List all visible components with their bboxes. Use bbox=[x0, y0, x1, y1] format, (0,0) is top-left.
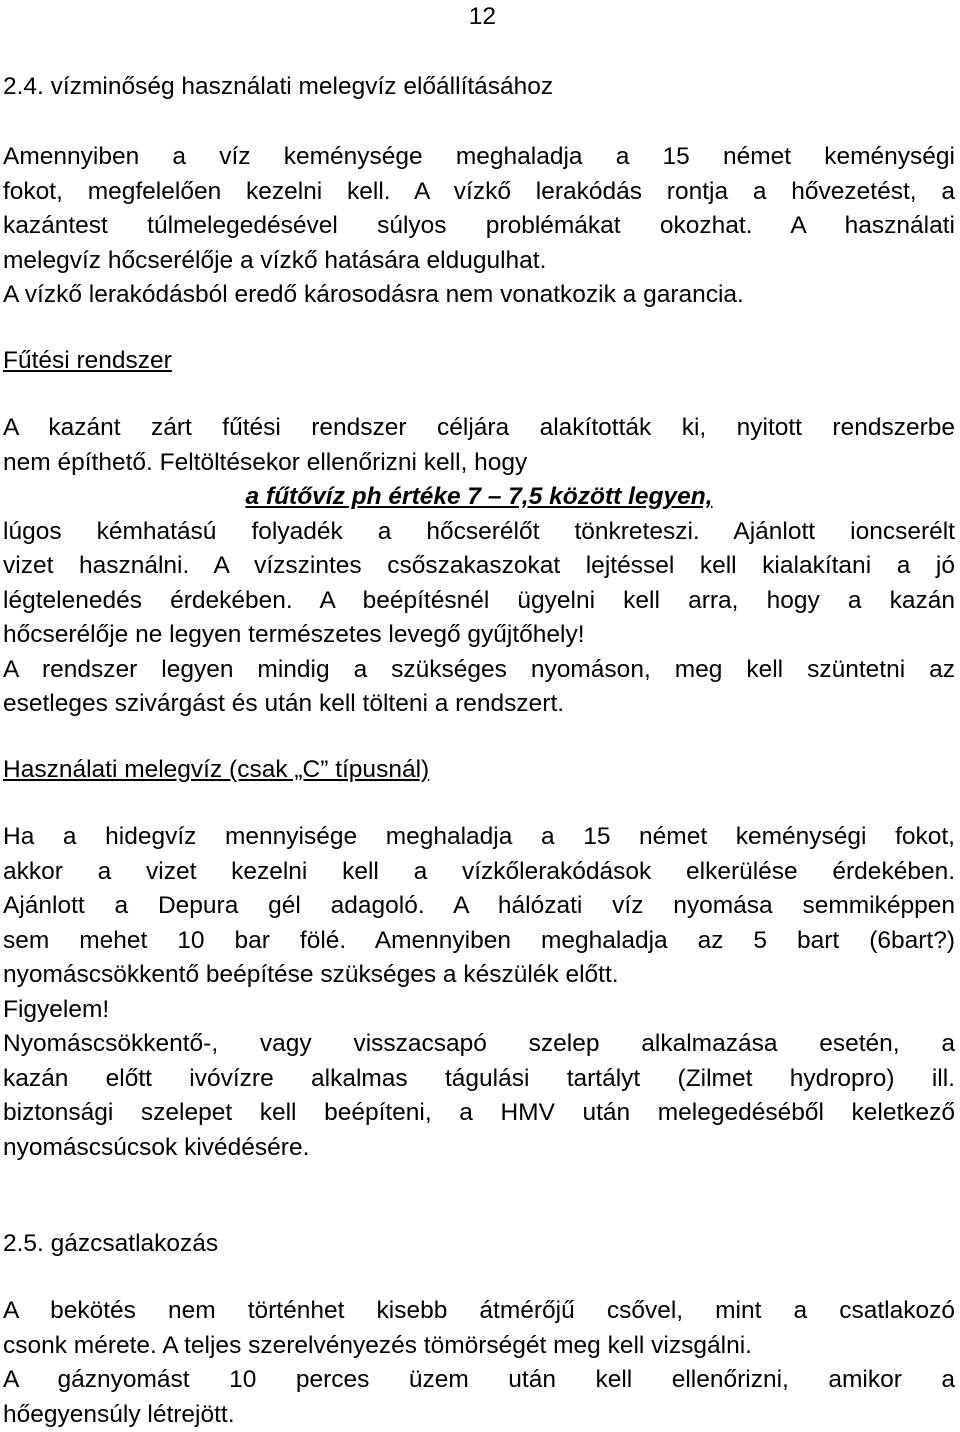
paragraph-line: A gáznyomást 10 perces üzem után kell ellenőrizni, amikor a bbox=[3, 1363, 955, 1398]
paragraph-line: esetleges szivárgást és után kell tölteni a rendszert. bbox=[3, 687, 955, 722]
paragraph-line: Amennyiben a víz keménysége meghaladja a 15 német keménységi bbox=[3, 140, 955, 175]
paragraph-line: A kazánt zárt fűtési rendszer céljára alakították ki, nyitott rendszerbe bbox=[3, 411, 955, 446]
paragraph-line: légtelenedés érdekében. A beépítésnél ügyelni kell arra, hogy a kazán bbox=[3, 584, 955, 619]
heading-text: Fűtési rendszer bbox=[3, 347, 172, 374]
paragraph-line: csonk mérete. A teljes szerelvényezés tömörségét meg kell vizsgálni. bbox=[3, 1329, 955, 1364]
heading-text: Használati melegvíz (csak „C” típusnál) bbox=[3, 756, 429, 783]
paragraph-line: fokot, megfelelően kezelni kell. A vízkő lerakódás rontja a hővezetést, a bbox=[3, 175, 955, 210]
paragraph-line: Figyelem! bbox=[3, 993, 955, 1028]
paragraph-line: A bekötés nem történhet kisebb átmérőjű csővel, mint a csatlakozó bbox=[3, 1294, 955, 1329]
paragraph-line: A rendszer legyen mindig a szükséges nyomáson, meg kell szüntetni az bbox=[3, 653, 955, 688]
section-25-paragraph bbox=[3, 1294, 955, 1432]
paragraph-line: melegvíz hőcserélője a vízkő hatására eldugulhat. bbox=[3, 244, 955, 279]
section-24-heading: 2.4. vízminőség használati melegvíz előállításához bbox=[3, 70, 955, 105]
hot-water-paragraph bbox=[3, 820, 955, 1165]
paragraph-line: nyomáscsúcsok kivédésére. bbox=[3, 1131, 955, 1166]
paragraph-line: kazántest túlmelegedésével súlyos problémákat okozhat. A használati bbox=[3, 209, 955, 244]
paragraph-line: lúgos kémhatású folyadék a hőcserélőt tönkreteszi. Ajánlott ioncserélt bbox=[3, 515, 955, 550]
heating-system-heading bbox=[3, 344, 955, 379]
heating-system-paragraph bbox=[3, 411, 955, 722]
paragraph-line: biztonsági szelepet kell beépíteni, a HMV után melegedéséből keletkező bbox=[3, 1096, 955, 1131]
paragraph-line: hőcserélője ne legyen természetes levegő gyűjtőhely! bbox=[3, 618, 955, 653]
paragraph-line: akkor a vizet kezelni kell a vízkőlerakódások elkerülése érdekében. bbox=[3, 855, 955, 890]
section-25-heading: 2.5. gázcsatlakozás bbox=[3, 1227, 955, 1262]
paragraph-line: Ajánlott a Depura gél adagoló. A hálózati víz nyomása semmiképpen bbox=[3, 889, 955, 924]
paragraph-line: A vízkő lerakódásból eredő károsodásra nem vonatkozik a garancia. bbox=[3, 278, 955, 313]
paragraph-line: nem építhető. Feltöltésekor ellenőrizni kell, hogy bbox=[3, 446, 955, 481]
paragraph-line: Ha a hidegvíz mennyisége meghaladja a 15 német keménységi fokot, bbox=[3, 820, 955, 855]
paragraph-line: kazán előtt ivóvízre alkalmas tágulási tartályt (Zilmet hydropro) ill. bbox=[3, 1062, 955, 1097]
hot-water-heading bbox=[3, 753, 955, 788]
ph-requirement-line bbox=[3, 480, 955, 515]
paragraph-line: Nyomáscsökkentő-, vagy visszacsapó szelep alkalmazása esetén, a bbox=[3, 1027, 955, 1062]
ph-requirement-text: a fűtővíz ph értéke 7 – 7,5 között legyen, bbox=[246, 483, 713, 510]
paragraph-line: sem mehet 10 bar fölé. Amennyiben meghaladja az 5 bart (6bart?) bbox=[3, 924, 955, 959]
paragraph-line: vizet használni. A vízszintes csőszakaszokat lejtéssel kell kialakítani a jó bbox=[3, 549, 955, 584]
paragraph-line: nyomáscsökkentő beépítése szükséges a készülék előtt. bbox=[3, 958, 955, 993]
page-number: 12 bbox=[469, 0, 496, 34]
section-24-paragraph bbox=[3, 140, 955, 313]
paragraph-line: hőegyensúly létrejött. bbox=[3, 1398, 955, 1432]
